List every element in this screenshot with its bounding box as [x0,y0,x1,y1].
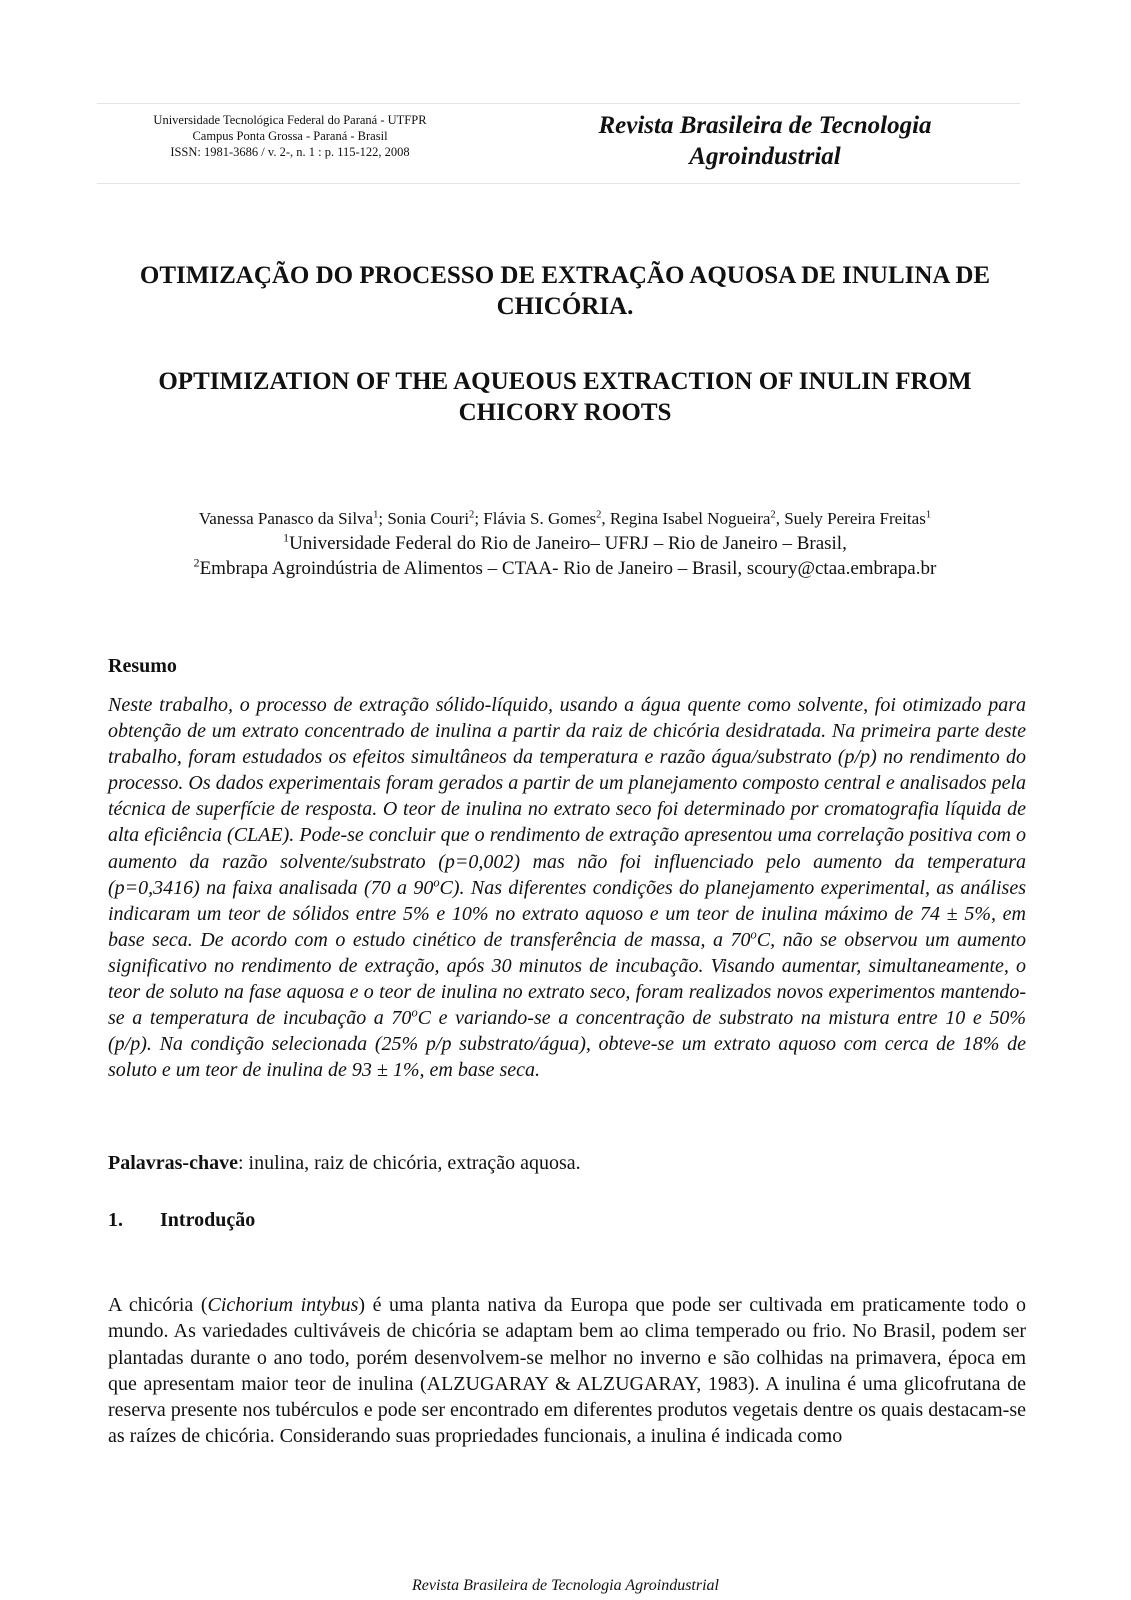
keywords-text: : inulina, raiz de chicória, extração aquosa. [237,1152,581,1174]
author-5: , Suely Pereira Freitas [775,509,926,528]
keywords [108,1150,1026,1176]
resumo-part-1: Neste trabalho, o processo de extração sólido-líquido, usando a água quente como solvente, foi otimizado para obtenção de um extrato concentrado de inulina a partir da raiz de chicória desidratada. Na primeira parte deste trabalho, foram estudados os efeitos simultâneos da temperatura e razão água/substrato (p/p) no rendimento do processo. Os dados experimentais foram gerados a partir de um planejamento composto central e analisados pela técnica de superfície de resposta. O teor de inulina no extrato seco foi determinado por cromatografia líquida de alta eficiência (CLAE). Pode-se concluir que o rendimento de extração apresentou uma correlação positiva com o aumento da razão solvente/substrato (p=0,002) mas não foi influenciado pelo aumento da temperatura (p=0,3416) na faixa analisada (70 a 90 [108,694,1026,899]
author-1: Vanessa Panasco da Silva [198,509,374,528]
institution-line-1: Universidade Tecnológica Federal do Paraná - UTFPR [153,113,427,127]
issn-line: ISSN: 1981-3686 / v. 2-, n. 1 : p. 115-122, 2008 [170,145,410,159]
intro-number: 1. [108,1209,123,1231]
title-pt-line-1: OTIMIZAÇÃO DO PROCESSO DE EXTRAÇÃO AQUOSA DE INULINA DE [139,262,991,289]
author-block [100,506,1030,581]
header-journal-name [575,110,955,172]
resumo-part-2: C). Nas diferentes condições do planejamento experimental, as análises indicaram um teor de sólidos entre 5% e 10% no extrato aquoso e um teor de inulina máximo de 74 ± 5%, em base seca. De acordo com o estudo cinético de transferência de massa, a 70 [108,876,1026,951]
header-institution [110,112,470,160]
intro-paragraph [108,1292,1026,1450]
header-bottom-rule [97,183,1020,184]
header-top-rule [97,103,1020,104]
intro-title: Introdução [160,1209,256,1231]
intro-text-part-2: ) é uma planta nativa da Europa que pode ser cultivada em praticamente todo o mundo. As variedades cultiváveis de chicória se adaptam bem ao clima temperado ou frio. No Brasil, podem ser plantadas durante o ano todo, porém desenvolvem-se melhor no inverno e são colhidas na primavera, época em que apresentam maior teor de inulina (ALZUGARAY & ALZUGARAY, 1983). A inulina é uma glicofrutana de reserva presente nos tubérculos e pode ser encontrado em diferentes produtos vegetais dentre os quais destacam-se as raízes de chicória. Considerando suas propriedades funcionais, a inulina é indicada como [108,1294,1026,1448]
resumo-part-4: C e variando-se a concentração de substrato na mistura entre 10 e 50% (p/p). Na condição selecionada (25% p/p substrato/água), obteve-se um extrato aquoso com cerca de 18% de soluto e um teor de inulina de 93 ± 1%, em base seca. [108,1007,1026,1082]
resumo-heading: Resumo [108,655,177,677]
resumo-part-3: C, não se observou um aumento significativo no rendimento de extração, após 30 minutos de incubação. Visando aumentar, simultaneamente, o teor de soluto na fase aquosa e o teor de inulina no extrato seco, foram realizados novos experimentos mantendo-se a temperatura de incubação a 70 [108,928,1027,1030]
keywords-label: Palavras-chave [108,1152,238,1174]
author-1-affiliation: 1 [373,509,379,521]
author-2-affiliation: 2 [469,509,475,521]
title-en-line-1: OPTIMIZATION OF THE AQUEOUS EXTRACTION OF INULIN FROM [158,368,972,395]
title-portuguese [100,260,1030,322]
intro-text-part-1: A chicória ( [108,1294,208,1316]
title-english [100,366,1030,428]
author-3: ; Flávia S. Gomes [474,509,597,528]
affiliation-2-marker: 2 [193,556,200,570]
resumo-text [108,692,1026,1083]
degree-superscript: o [750,927,757,942]
author-5-affiliation: 1 [925,509,932,521]
affiliation-2 [100,556,1030,581]
author-3-affiliation: 2 [596,509,602,521]
title-pt-line-2: CHICÓRIA. [496,293,634,320]
author-list [100,506,1030,531]
affiliation-2-text: Embrapa Agroindústria de Alimentos – CTAA- Rio de Janeiro – Brasil, scoury@ctaa.embrapa.br [199,558,937,579]
affiliation-1-text: Universidade Federal do Rio de Janeiro– UFRJ – Rio de Janeiro – Brasil, [289,533,847,554]
author-2: ; Sonia Couri [378,509,470,528]
journal-line-2: Agroindustrial [689,143,841,170]
author-4: , Regina Isabel Nogueira [601,509,771,528]
author-4-affiliation: 2 [770,509,776,521]
page-footer: Revista Brasileira de Tecnologia Agroindustrial [412,1577,719,1594]
institution-line-2: Campus Ponta Grossa - Paraná - Brasil [192,129,388,143]
species-name: Cichorium intybus [207,1294,359,1316]
degree-superscript: o [433,875,440,889]
title-en-line-2: CHICORY ROOTS [458,399,672,426]
intro-heading [108,1209,255,1232]
affiliation-1-marker: 1 [283,531,290,545]
journal-line-1: Revista Brasileira de Tecnologia [598,112,932,139]
affiliation-1 [100,531,1030,556]
degree-superscript: o [411,1005,418,1020]
